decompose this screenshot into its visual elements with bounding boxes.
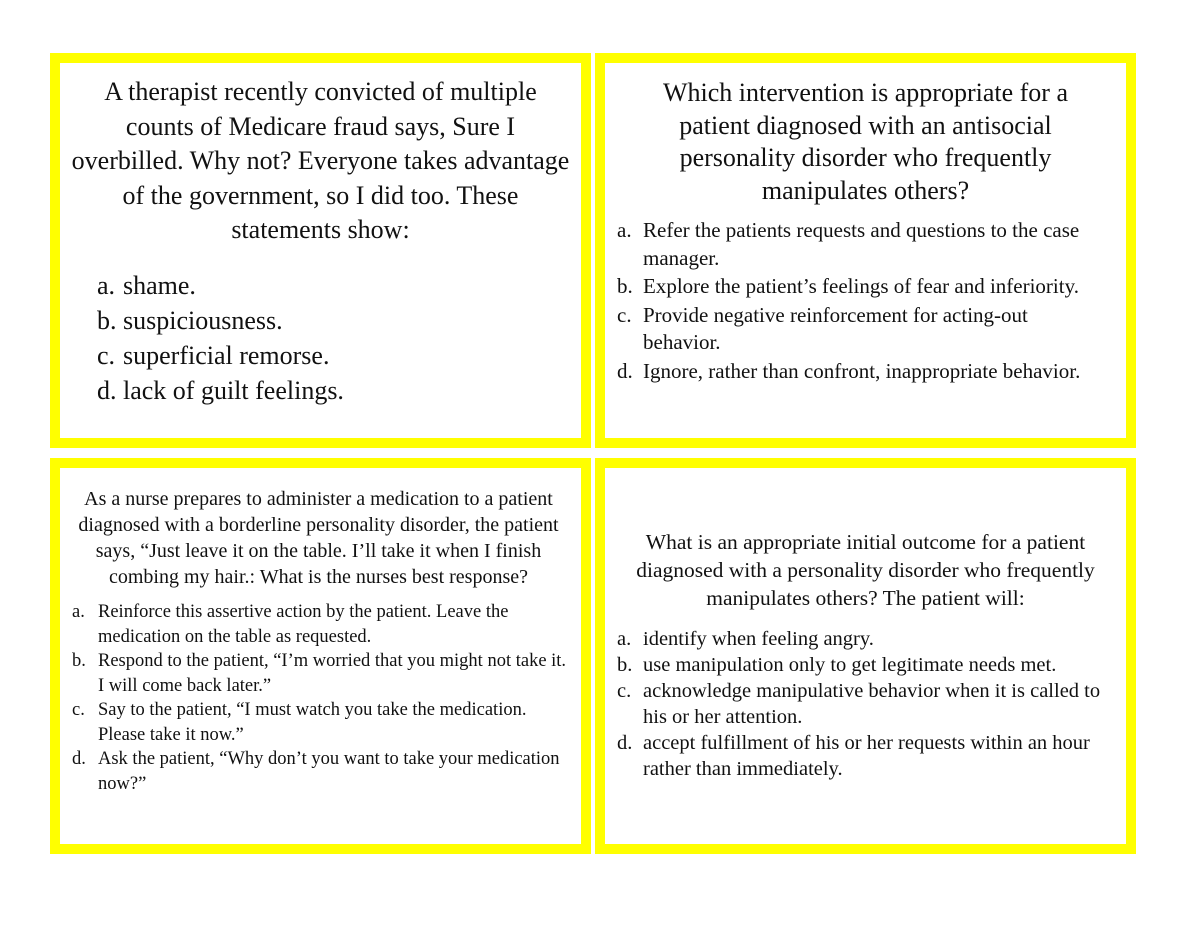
option-text: Ignore, rather than confront, inappropriate behavior. (643, 358, 1081, 383)
answer-option-d (617, 358, 1108, 386)
option-letter: a. (72, 602, 85, 622)
option-text: Explore the patient’s feelings of fear and inferiority. (643, 274, 1079, 298)
answer-options (60, 248, 581, 408)
option-letter: d. (617, 732, 633, 754)
question-text: As a nurse prepares to administer a medication to a patient diagnosed with a borderline personality disorder, the patient says, “Just leave it on the table. I’ll take it when I finish combing my hair.: What is the nurses best response? (78, 488, 559, 588)
option-text: Reinforce this assertive action by the patient. Leave the medication on the table as requested. (98, 602, 509, 647)
option-text: Ask the patient, “Why don’t you want to take your medication now?” (98, 749, 560, 794)
question-text: What is an appropriate initial outcome for a patient diagnosed with a personality disorder who frequently manipulates others? The patient will: (636, 530, 1095, 610)
question-card-1 (50, 53, 591, 448)
question-text: A therapist recently convicted of multiple counts of Medicare fraud says, Sure I overbilled. Why not? Everyone takes advantage of the government, so I did too. These statements show: (71, 77, 570, 244)
option-letter: b. (617, 654, 633, 676)
answer-option-a (617, 217, 1108, 272)
option-letter: c. (617, 302, 632, 327)
answer-option-d (617, 730, 1112, 782)
question-card-2 (595, 53, 1136, 448)
option-letter: d. (617, 358, 633, 383)
option-text: suspiciousness. (123, 305, 283, 335)
clipped-text-line (70, 53, 570, 61)
question-card-4 (595, 458, 1136, 854)
option-letter: d. (72, 749, 86, 769)
answer-option-b (617, 652, 1112, 678)
answer-option-a (97, 268, 581, 303)
answer-option-d (97, 373, 581, 408)
option-text: acknowledge manipulative behavior when it is called to his or her attention. (643, 680, 1101, 728)
answer-options (605, 612, 1126, 782)
answer-option-c (72, 698, 567, 747)
answer-option-c (617, 678, 1112, 730)
answer-option-d (72, 747, 567, 796)
option-text: Say to the patient, “I must watch you take the medication. Please take it now.” (98, 700, 527, 745)
option-text: Respond to the patient, “I’m worried that you might not take it. I will come back later.” (98, 651, 567, 696)
answer-options (60, 590, 581, 796)
option-letter: c. (617, 680, 632, 702)
answer-option-b (72, 649, 567, 698)
option-text: Refer the patients requests and questions to the case manager. (643, 218, 1080, 270)
question-text: Which intervention is appropriate for a patient diagnosed with an antisocial personality disorder who frequently manipulates others? (662, 78, 1069, 205)
option-letter: a. (97, 270, 116, 300)
option-text: accept fulfillment of his or her requests within an hour rather than immediately. (643, 732, 1090, 780)
option-text: Provide negative reinforcement for acting-out behavior. (643, 302, 1028, 354)
option-letter: a. (617, 628, 632, 650)
option-text: shame. (123, 270, 196, 300)
answer-option-c (617, 302, 1108, 357)
option-text: superficial remorse. (123, 340, 330, 370)
option-letter: a. (617, 218, 632, 242)
option-text: lack of guilt feelings. (123, 375, 344, 405)
answer-option-b (97, 303, 581, 338)
answer-options (605, 207, 1126, 385)
question-card-3 (50, 458, 591, 854)
answer-option-a (72, 600, 567, 649)
option-letter: b. (97, 305, 117, 335)
option-letter: b. (617, 274, 633, 298)
option-letter: d. (97, 375, 117, 405)
answer-option-b (617, 273, 1108, 301)
option-text: identify when feeling angry. (643, 628, 874, 650)
option-letter: b. (72, 651, 86, 671)
option-letter: c. (97, 340, 116, 370)
option-text: use manipulation only to get legitimate needs met. (643, 654, 1057, 676)
answer-option-a (617, 626, 1112, 652)
answer-option-c (97, 338, 581, 373)
option-letter: c. (72, 700, 85, 720)
